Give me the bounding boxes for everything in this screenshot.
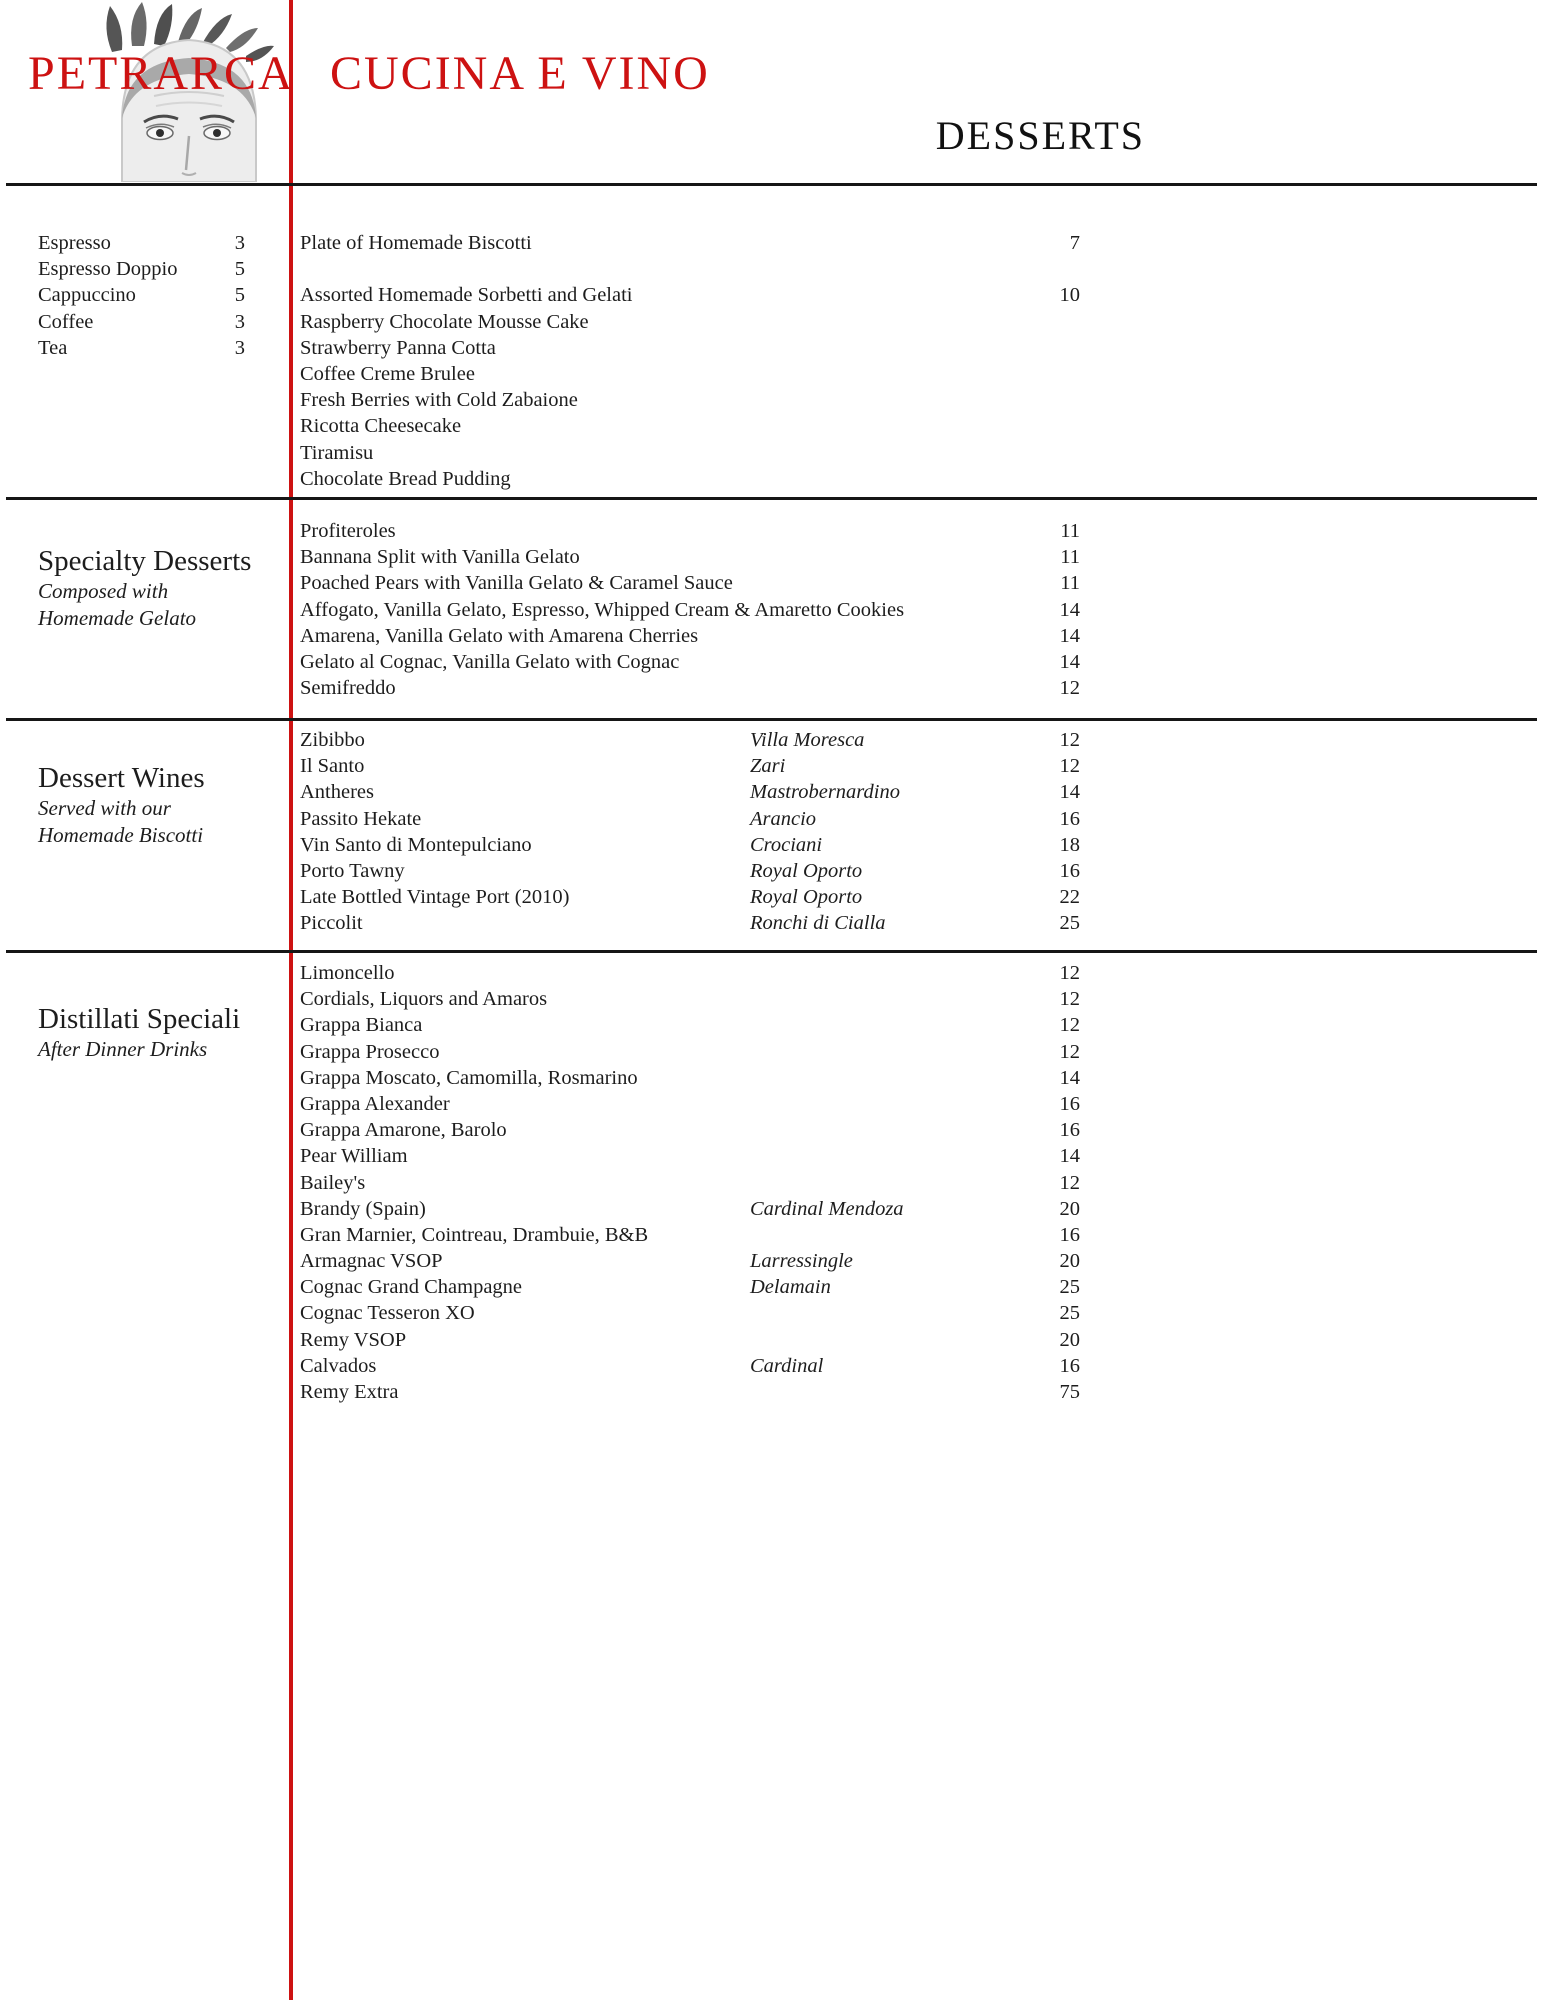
item-name: Tiramisu	[300, 441, 374, 464]
item-name: Remy Extra	[300, 1381, 399, 1403]
menu-item-row	[300, 1039, 1080, 1065]
item-name: Espresso Doppio	[38, 258, 178, 281]
item-price: 12	[1059, 755, 1080, 778]
item-name: Armagnac VSOP	[300, 1250, 443, 1273]
brand-petrarca: PETRARCA	[28, 47, 295, 100]
item-name: Semifreddo	[300, 677, 396, 700]
section-title: Dessert Wines	[38, 762, 205, 794]
item-name: Il Santo	[300, 755, 365, 778]
item-name: Ricotta Cheesecake	[300, 415, 462, 438]
item-name: Espresso	[38, 232, 111, 254]
item-name: Brandy (Spain)	[300, 1197, 426, 1220]
dessert-wines-list	[300, 727, 1080, 937]
item-price: 14	[1059, 650, 1080, 673]
menu-item-row	[300, 1065, 1080, 1091]
section-title: Specialty Desserts	[38, 545, 252, 577]
menu-item-row	[38, 282, 245, 308]
menu-item-row	[300, 597, 1080, 623]
item-name: Profiteroles	[300, 520, 396, 542]
item-price: 11	[1060, 546, 1080, 569]
item-price: 12	[1059, 1040, 1080, 1063]
item-name: Cordials, Liquors and Amaros	[300, 988, 548, 1011]
distillati-section-heading	[38, 1003, 292, 1063]
item-name: Calvados	[300, 1354, 377, 1377]
item-name: Poached Pears with Vanilla Gelato & Caramel Sauce	[300, 572, 733, 595]
item-price: 5	[234, 284, 245, 307]
item-price: 14	[1059, 598, 1080, 621]
item-price: 12	[1059, 677, 1080, 700]
item-producer: Ronchi di Cialla	[750, 912, 886, 935]
menu-item-row	[300, 753, 1080, 779]
section-title: Distillati Speciali	[38, 1003, 241, 1035]
item-price: 25	[1059, 912, 1080, 935]
item-name: Pear William	[300, 1145, 408, 1168]
menu-item-row	[38, 309, 245, 335]
menu-item-row	[300, 727, 1080, 753]
item-producer: Mastrobernardino	[750, 781, 900, 804]
item-price: 11	[1060, 520, 1080, 542]
item-name: Vin Santo di Montepulciano	[300, 833, 532, 856]
menu-item-row	[300, 282, 1080, 308]
item-producer: Royal Oporto	[750, 886, 863, 909]
menu-item-row	[300, 309, 1080, 335]
menu-item-row	[300, 1196, 1080, 1222]
item-price: 12	[1059, 729, 1080, 751]
item-price: 3	[234, 232, 245, 254]
menu-item-row	[300, 387, 1080, 413]
section-subtitle-line: Homemade Biscotti	[38, 823, 204, 847]
item-name: Limoncello	[300, 962, 395, 984]
section-divider-line-1	[6, 497, 1537, 500]
item-price: 11	[1060, 572, 1080, 595]
item-price: 14	[1059, 1066, 1080, 1089]
menu-item-row	[300, 649, 1080, 675]
item-price: 5	[234, 258, 245, 281]
item-name: Raspberry Chocolate Mousse Cake	[300, 310, 589, 333]
menu-item-row	[300, 910, 1080, 936]
specialty-section-heading	[38, 545, 292, 632]
item-producer: Larressingle	[750, 1250, 853, 1273]
item-producer: Crociani	[750, 833, 823, 856]
menu-item-row	[300, 1248, 1080, 1274]
menu-item-row	[300, 570, 1080, 596]
item-name: Grappa Amarone, Barolo	[300, 1119, 507, 1142]
section-subtitle-line: Served with our	[38, 796, 171, 820]
menu-item-row	[300, 230, 1080, 256]
item-price: 12	[1059, 1171, 1080, 1194]
item-name: Grappa Alexander	[300, 1092, 450, 1115]
item-price: 14	[1059, 781, 1080, 804]
menu-item-row	[300, 413, 1080, 439]
item-price: 7	[1069, 232, 1080, 254]
menu-item-row	[300, 1353, 1080, 1379]
item-name: Cognac Grand Champagne	[300, 1276, 523, 1299]
item-name: Gran Marnier, Cointreau, Drambuie, B&B	[300, 1223, 649, 1246]
item-name: Strawberry Panna Cotta	[300, 336, 496, 359]
item-price: 25	[1059, 1276, 1080, 1299]
item-name: Remy VSOP	[300, 1328, 407, 1351]
item-name: Tea	[38, 336, 68, 359]
section-subtitle-line: Composed with	[38, 579, 169, 603]
item-name: Grappa Prosecco	[300, 1040, 440, 1063]
item-price: 20	[1059, 1328, 1080, 1351]
item-price: 18	[1059, 833, 1080, 856]
item-price: 10	[1059, 284, 1080, 307]
item-price: 12	[1059, 988, 1080, 1011]
item-price: 16	[1059, 1223, 1080, 1246]
page-title: DESSERTS	[935, 113, 1145, 158]
item-price: 3	[234, 310, 245, 333]
item-name: Cognac Tesseron XO	[300, 1302, 475, 1325]
item-name: Passito Hekate	[300, 807, 422, 830]
item-name: Piccolit	[300, 912, 363, 935]
menu-item-row	[300, 884, 1080, 910]
distillati-list	[300, 960, 1080, 1405]
item-producer: Arancio	[750, 807, 817, 830]
item-name: Cappuccino	[38, 284, 136, 307]
item-price: 3	[234, 336, 245, 359]
item-price: 25	[1059, 1302, 1080, 1325]
menu-item-row	[300, 858, 1080, 884]
item-name: Assorted Homemade Sorbetti and Gelati	[300, 284, 633, 307]
item-price: 12	[1059, 1014, 1080, 1037]
item-name: Porto Tawny	[300, 859, 405, 882]
item-producer: Delamain	[750, 1276, 831, 1299]
menu-item-row	[300, 623, 1080, 649]
specialty-desserts-list	[300, 518, 1080, 701]
menu-item-row	[300, 544, 1080, 570]
list-gap	[300, 256, 1080, 282]
menu-item-row	[300, 1117, 1080, 1143]
dessert-wines-section-heading	[38, 762, 292, 849]
menu-item-row	[300, 1300, 1080, 1326]
item-name: Grappa Bianca	[300, 1014, 423, 1037]
menu-item-row	[300, 1012, 1080, 1038]
menu-item-row	[300, 1274, 1080, 1300]
item-price: 20	[1059, 1250, 1080, 1273]
item-price: 16	[1059, 1119, 1080, 1142]
menu-item-row	[300, 1379, 1080, 1405]
coffee-list	[38, 230, 245, 361]
menu-item-row	[300, 440, 1080, 466]
item-producer: Zari	[750, 755, 786, 778]
section-divider-line-2	[6, 718, 1537, 721]
item-name: Zibibbo	[300, 729, 365, 751]
item-producer: Villa Moresca	[750, 729, 865, 751]
menu-item-row	[300, 466, 1080, 492]
item-name: Coffee Creme Brulee	[300, 362, 475, 385]
item-name: Bailey's	[300, 1171, 366, 1194]
item-name: Chocolate Bread Pudding	[300, 467, 511, 490]
item-price: 16	[1059, 859, 1080, 882]
item-price: 14	[1059, 1145, 1080, 1168]
menu-item-row	[300, 1143, 1080, 1169]
item-producer: Royal Oporto	[750, 859, 863, 882]
menu-item-row	[300, 1170, 1080, 1196]
menu-item-row	[38, 256, 245, 282]
red-vertical-divider	[289, 0, 293, 2000]
item-name: Plate of Homemade Biscotti	[300, 232, 532, 254]
item-price: 75	[1059, 1381, 1080, 1403]
item-name: Late Bottled Vintage Port (2010)	[300, 886, 570, 909]
item-producer: Cardinal	[750, 1354, 824, 1377]
section-subtitle-line: After Dinner Drinks	[38, 1037, 208, 1061]
item-name: Fresh Berries with Cold Zabaione	[300, 389, 578, 412]
menu-item-row	[300, 960, 1080, 986]
brand-cucina-e-vino: CUCINA E VINO	[330, 47, 710, 100]
menu-item-row	[300, 832, 1080, 858]
item-name: Coffee	[38, 310, 94, 333]
item-name: Amarena, Vanilla Gelato with Amarena Cherries	[300, 624, 699, 647]
item-name: Bannana Split with Vanilla Gelato	[300, 546, 580, 569]
section-subtitle-line: Homemade Gelato	[38, 606, 197, 630]
menu-item-row	[300, 1222, 1080, 1248]
item-price: 16	[1059, 1092, 1080, 1115]
menu-item-row	[300, 518, 1080, 544]
item-price: 22	[1059, 886, 1080, 909]
item-price: 16	[1059, 807, 1080, 830]
item-price: 12	[1059, 962, 1080, 984]
item-price: 14	[1059, 624, 1080, 647]
menu-item-row	[300, 335, 1080, 361]
desserts-main-list	[300, 230, 1080, 492]
menu-item-row	[300, 806, 1080, 832]
section-divider-line-3	[6, 950, 1537, 953]
menu-item-row	[38, 335, 245, 361]
item-name: Gelato al Cognac, Vanilla Gelato with Cognac	[300, 650, 680, 673]
menu-item-row	[300, 986, 1080, 1012]
menu-item-row	[300, 779, 1080, 805]
item-name: Affogato, Vanilla Gelato, Espresso, Whipped Cream & Amaretto Cookies	[300, 598, 905, 621]
item-producer: Cardinal Mendoza	[750, 1197, 904, 1220]
item-name: Grappa Moscato, Camomilla, Rosmarino	[300, 1066, 638, 1089]
item-price: 20	[1059, 1197, 1080, 1220]
item-name: Antheres	[300, 781, 375, 804]
item-price: 16	[1059, 1354, 1080, 1377]
menu-item-row	[300, 675, 1080, 701]
menu-item-row	[300, 361, 1080, 387]
menu-item-row	[300, 1327, 1080, 1353]
menu-item-row	[300, 1091, 1080, 1117]
header-divider-line	[6, 183, 1537, 186]
menu-item-row	[38, 230, 245, 256]
